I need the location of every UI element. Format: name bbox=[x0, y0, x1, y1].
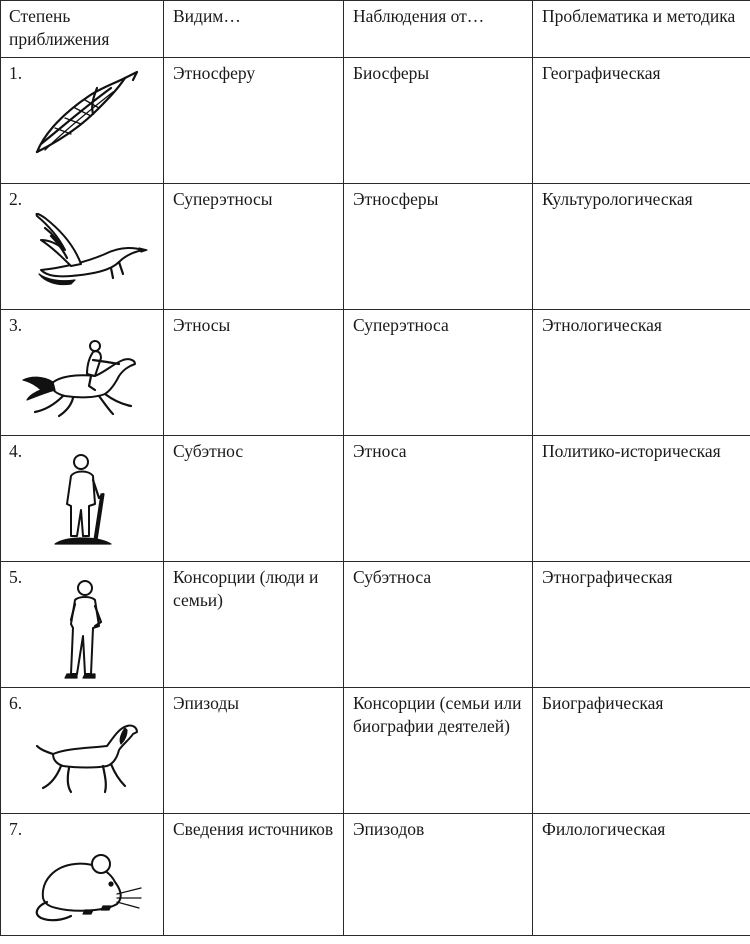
see-cell: Консорции (люди и семьи) bbox=[164, 562, 344, 688]
stage-cell bbox=[1, 562, 164, 688]
table-row bbox=[1, 436, 750, 562]
method-cell: Этнологическая bbox=[533, 310, 750, 436]
see-cell: Этносы bbox=[164, 310, 344, 436]
header-stage: Степень приближения bbox=[1, 1, 164, 58]
stage-cell bbox=[1, 688, 164, 814]
table-header-row bbox=[1, 1, 750, 58]
table-row bbox=[1, 814, 750, 936]
stage-cell bbox=[1, 436, 164, 562]
stage-number: 2. bbox=[9, 189, 23, 209]
see-cell: Этносферу bbox=[164, 58, 344, 184]
header-see: Видим… bbox=[164, 1, 344, 58]
method-cell: Филологическая bbox=[533, 814, 750, 936]
table-row bbox=[1, 184, 750, 310]
stage-number: 3. bbox=[9, 315, 23, 335]
observe-cell: Биосферы bbox=[344, 58, 533, 184]
stage-number: 4. bbox=[9, 441, 23, 461]
method-cell: Этнографическая bbox=[533, 562, 750, 688]
see-cell: Суперэтносы bbox=[164, 184, 344, 310]
method-cell: Культурологическая bbox=[533, 184, 750, 310]
observe-cell: Этноса bbox=[344, 436, 533, 562]
stage-number: 5. bbox=[9, 567, 23, 587]
stage-number: 6. bbox=[9, 693, 23, 713]
observe-cell: Субэтноса bbox=[344, 562, 533, 688]
observe-cell: Консорции (семьи или биографии деятелей) bbox=[344, 688, 533, 814]
method-cell: Политико-историческая bbox=[533, 436, 750, 562]
stage-cell bbox=[1, 58, 164, 184]
stage-number: 1. bbox=[9, 63, 23, 83]
see-cell: Субэтнос bbox=[164, 436, 344, 562]
observe-cell: Эпизодов bbox=[344, 814, 533, 936]
stage-cell bbox=[1, 814, 164, 936]
observe-cell: Суперэтноса bbox=[344, 310, 533, 436]
table-row bbox=[1, 58, 750, 184]
see-cell: Эпизоды bbox=[164, 688, 344, 814]
stage-cell bbox=[1, 184, 164, 310]
stage-cell bbox=[1, 310, 164, 436]
header-observe: Наблюдения от… bbox=[344, 1, 533, 58]
table-row bbox=[1, 688, 750, 814]
observe-cell: Этносферы bbox=[344, 184, 533, 310]
stage-number: 7. bbox=[9, 819, 23, 839]
table-row bbox=[1, 562, 750, 688]
header-method: Проблематика и методика bbox=[533, 1, 750, 58]
see-cell: Сведения источников bbox=[164, 814, 344, 936]
table-row bbox=[1, 310, 750, 436]
method-cell: Географическая bbox=[533, 58, 750, 184]
method-cell: Биографическая bbox=[533, 688, 750, 814]
